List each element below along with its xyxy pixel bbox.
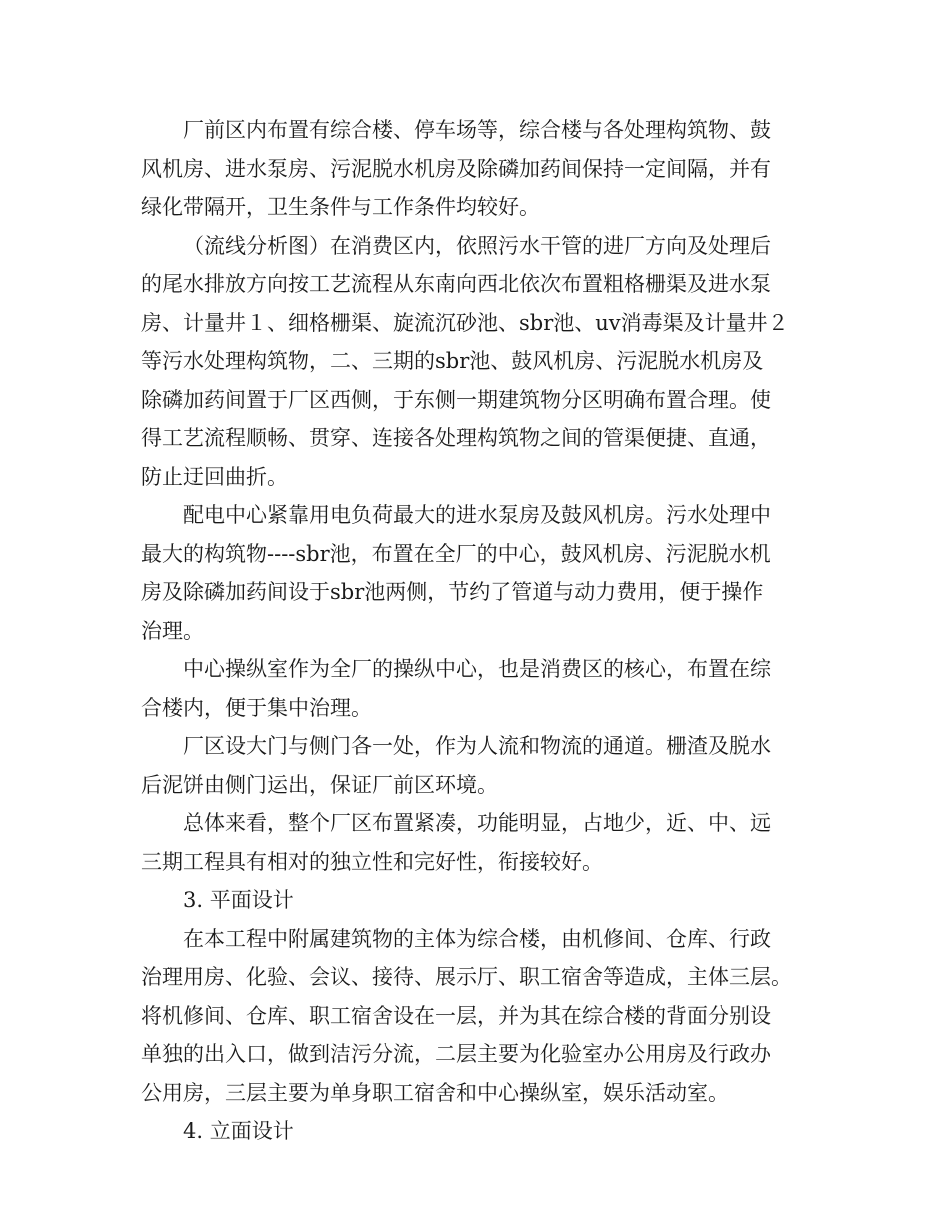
text-line: 房及除磷加药间设于sbr池两侧，节约了管道与动力费用，便于操作 <box>141 580 764 604</box>
text-line: 在本工程中附属建筑物的主体为综合楼，由机修间、仓库、行政 <box>183 926 771 951</box>
text-line: 等污水处理构筑物，二、三期的sbr池、鼓风机房、污泥脱水机房及 <box>141 349 764 373</box>
text-line: 单独的出入口，做到洁污分流，二层主要为化验室办公用房及行政办 <box>141 1042 771 1066</box>
paragraph-control-room <box>141 650 818 727</box>
text-line: 配电中心紧靠用电负荷最大的进水泵房及鼓风机房。污水处理中 <box>183 503 771 527</box>
text-line: 风机房、进水泵房、污泥脱水机房及除磷加药间保持一定间隔，并有 <box>141 156 771 181</box>
heading-text: 4. 立面设计 <box>183 1119 294 1143</box>
text-line: 最大的构筑物----sbr池，布置在全厂的中心，鼓风机房、污泥脱水机 <box>141 541 771 566</box>
paragraph-ancillary-building <box>141 920 818 1113</box>
section-heading-plan-design <box>141 881 818 920</box>
text-line: 得工艺流程顺畅、贯穿、连接各处理构筑物之间的管渠便捷、直通， <box>141 426 771 450</box>
heading-text: 3. 平面设计 <box>183 888 294 912</box>
text-line: 房、计量井１、细格栅渠、旋流沉砂池、sbr池、uv消毒渠及计量井２ <box>141 310 789 335</box>
text-line: 将机修间、仓库、职工宿舍设在一层，并为其在综合楼的背面分别设 <box>141 1003 771 1028</box>
paragraph-gates <box>141 727 818 804</box>
text-line: 治理。 <box>141 618 204 643</box>
text-line: 厂前区内布置有综合楼、停车场等，综合楼与各处理构筑物、鼓 <box>183 118 771 142</box>
text-line: 后泥饼由侧门运出，保证厂前区环境。 <box>141 772 498 797</box>
text-line: 总体来看，整个厂区布置紧凑，功能明显，占地少，近、中、远 <box>183 811 771 835</box>
section-heading-elevation-design <box>141 1112 818 1151</box>
text-line: 厂区设大门与侧门各一处，作为人流和物流的通道。栅渣及脱水 <box>183 734 771 758</box>
paragraph-power-center <box>141 496 818 650</box>
text-line: 合楼内，便于集中治理。 <box>141 695 372 720</box>
text-line: 中心操纵室作为全厂的操纵中心，也是消费区的核心，布置在综 <box>183 657 771 681</box>
text-line: 绿化带隔开，卫生条件与工作条件均较好。 <box>141 195 540 219</box>
text-line: （流线分析图）在消费区内，依照污水干管的进厂方向及处理后 <box>183 233 771 258</box>
paragraph-overall <box>141 804 818 881</box>
text-line: 除磷加药间置于厂区西侧，于东侧一期建筑物分区明确布置合理。使 <box>141 387 771 412</box>
text-line: 三期工程具有相对的独立性和完好性，衔接较好。 <box>141 849 603 874</box>
text-line: 治理用房、化验、会议、接待、展示厅、职工宿舍等造成，主体三层。 <box>141 965 792 989</box>
text-line: 公用房，三层主要为单身职工宿舍和中心操纵室，娱乐活动室。 <box>141 1080 729 1105</box>
paragraph-flow-analysis <box>141 227 818 497</box>
text-line: 的尾水排放方向按工艺流程从东南向西北依次布置粗格栅渠及进水泵 <box>141 272 771 296</box>
text-line: 防止迂回曲折。 <box>141 464 288 489</box>
paragraph-plant-front-area <box>141 111 818 227</box>
